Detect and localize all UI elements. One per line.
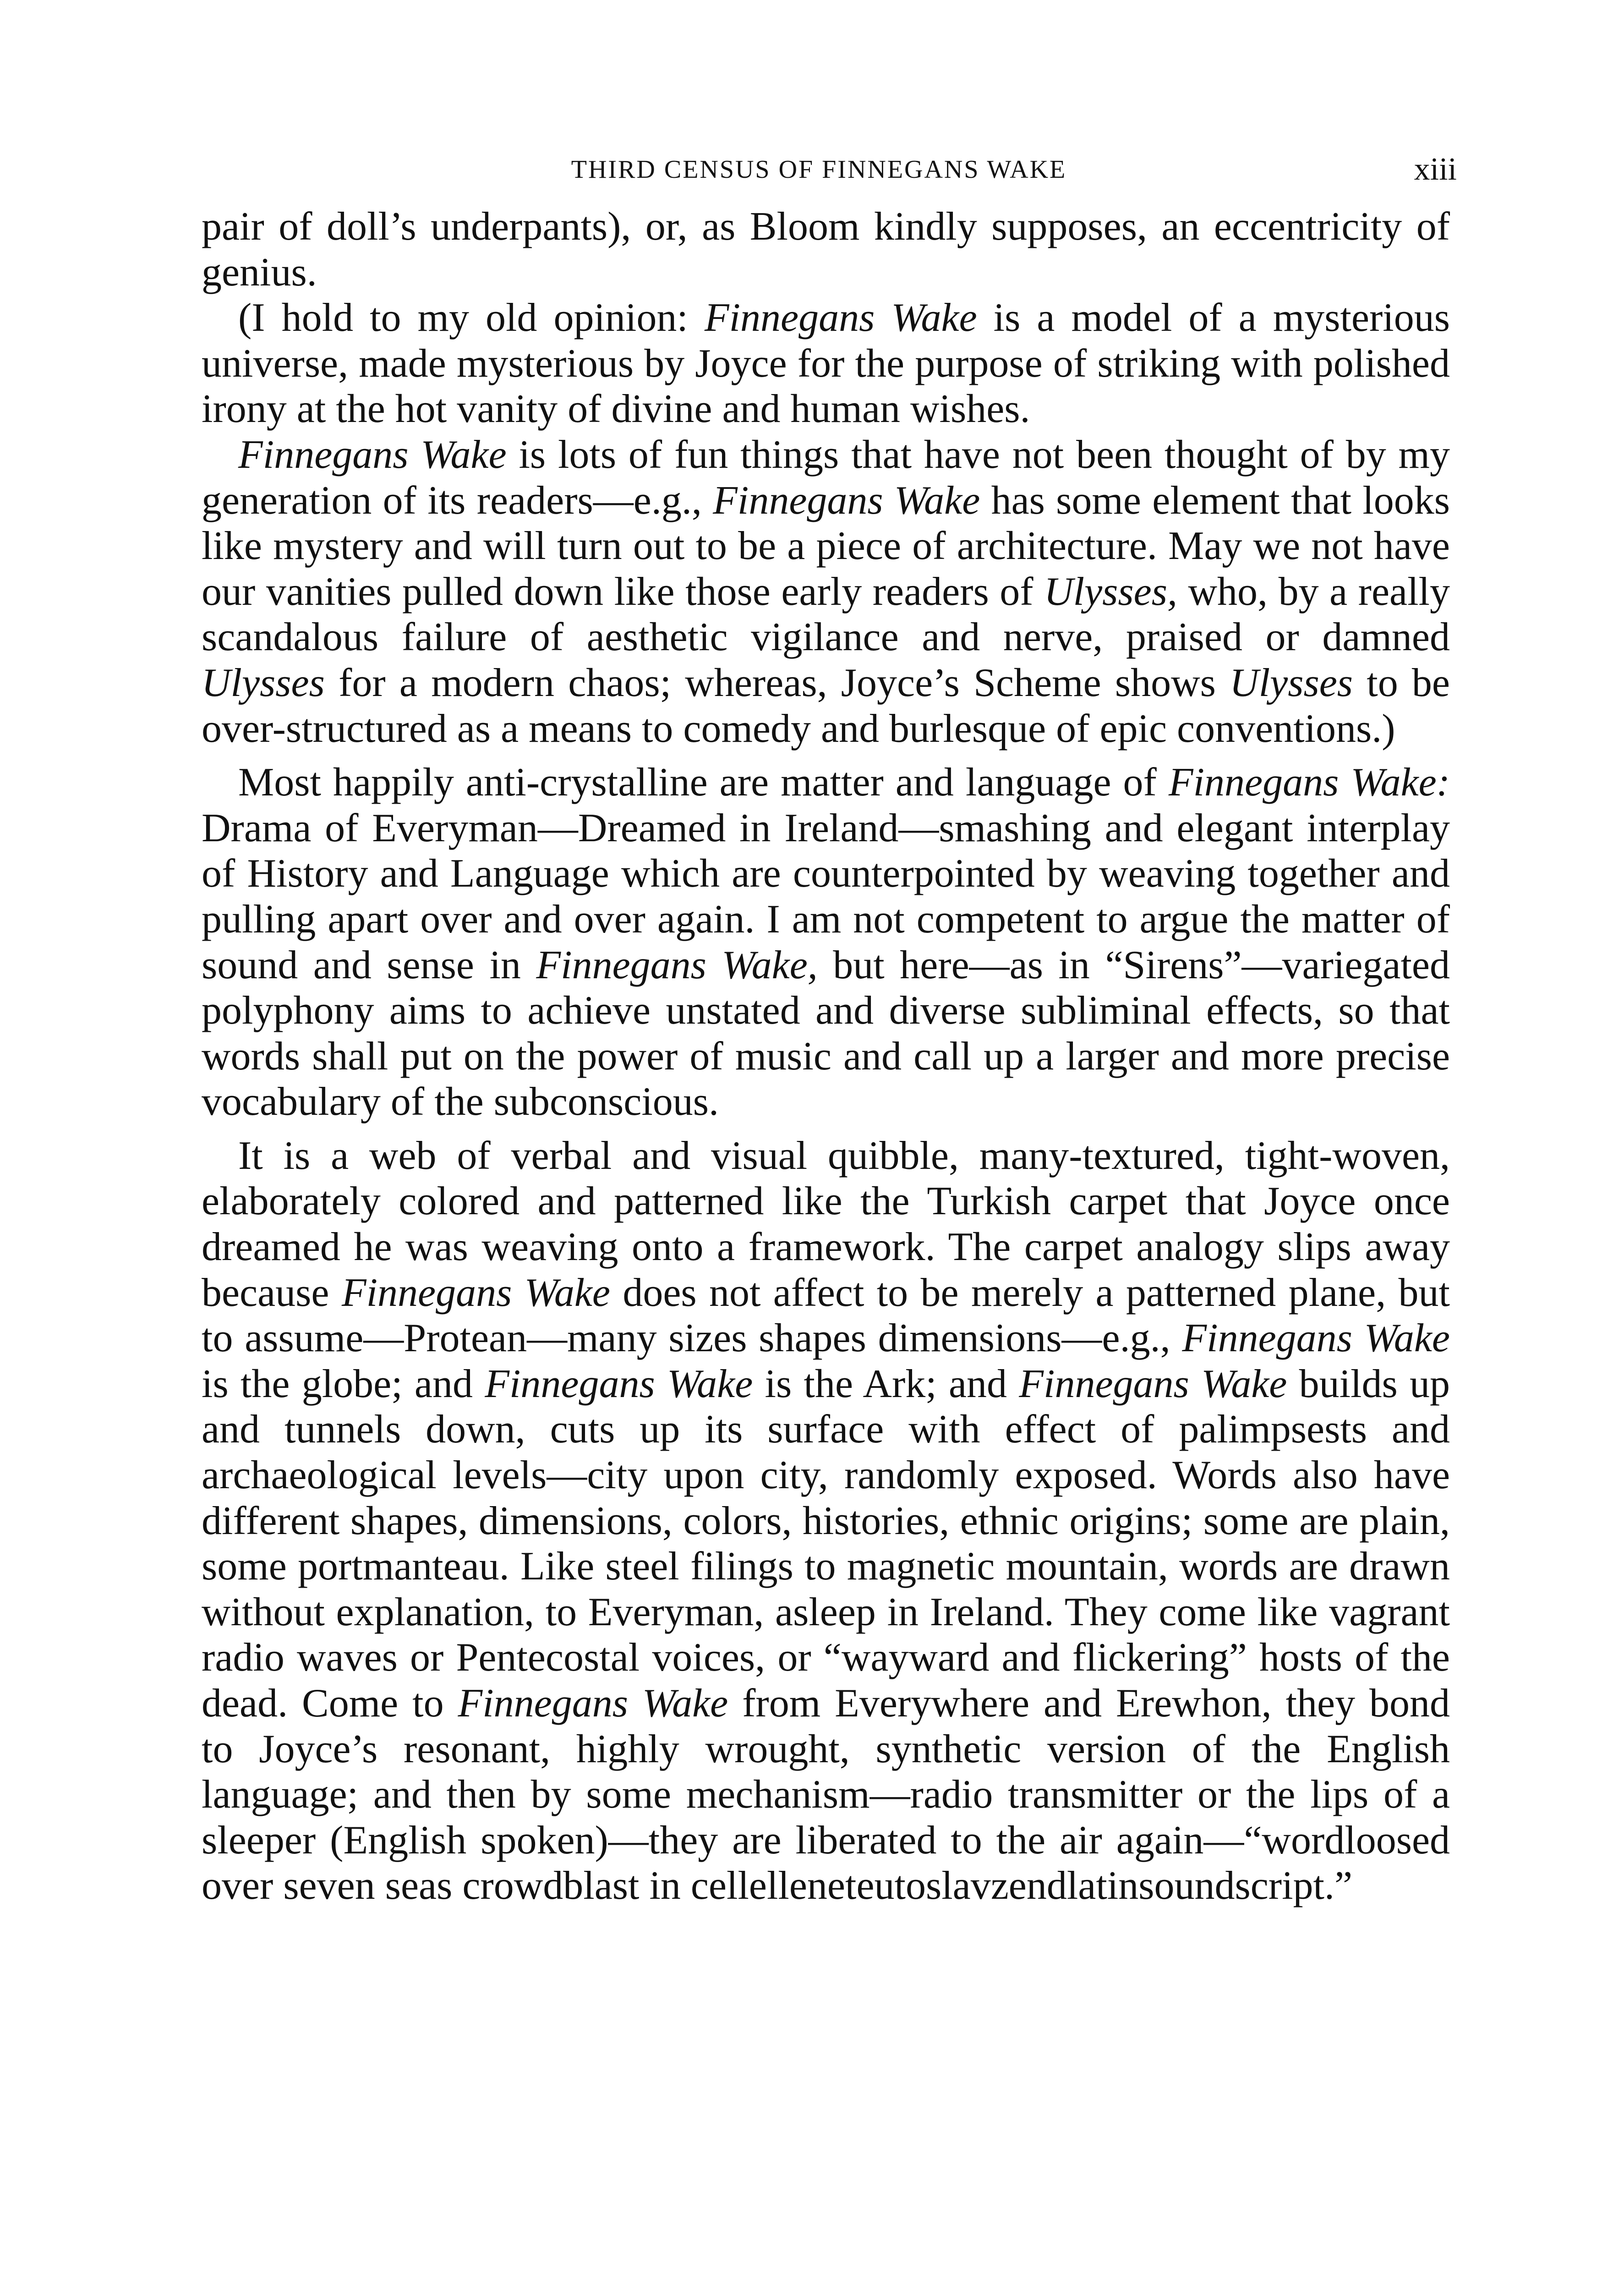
italic-title-text: Finnegans Wake xyxy=(1182,1316,1450,1361)
italic-title-text: Finnegans Wake xyxy=(238,432,507,477)
body-text-run: for a modern chaos; whereas, Joyce’s Scheme shows xyxy=(324,660,1230,705)
italic-title-text: Finnegans Wake xyxy=(341,1270,610,1315)
italic-title-text: Finnegans Wake xyxy=(1019,1361,1287,1406)
italic-title-text: Finnegans Wake xyxy=(458,1681,728,1726)
body-text-run: is a model of a mysterious universe, made mysterious by Joyce for the purpose of striking with polished irony at the hot vanity of divine and human wishes. xyxy=(202,296,1450,432)
italic-title-text: Finnegans Wake xyxy=(485,1361,753,1406)
body-text-run: is lots of fun things that have not been thought of by my generation of its readers—e.g., xyxy=(202,432,1450,523)
italic-title-text: Ulysses, xyxy=(1044,569,1177,614)
italic-title-text: Ulysses xyxy=(1230,660,1353,705)
body-text-run: is the Ark; and xyxy=(753,1361,1019,1406)
body-text-run: pair of doll’s underpants), or, as Bloom kindly supposes, an eccentricity of genius. xyxy=(202,204,1450,295)
running-head xyxy=(208,151,1457,188)
paragraph-4 xyxy=(202,760,1450,1125)
page-number: xiii xyxy=(1414,152,1457,187)
italic-title-text: Finnegans Wake xyxy=(713,478,980,523)
body-text-run: has some element that looks like mystery and will turn out to be a piece of architecture. May we not have our vanities pulled down like those early readers of xyxy=(202,478,1450,614)
paragraph-3 xyxy=(202,432,1450,751)
body-text-run: builds up and tunnels down, cuts up its surface with effect of palimpsests and archaeological levels—city upon city, randomly exposed. Words also have different shapes, dimensions, colors, histories, ethnic origins; some are plain, some portmanteau. Like steel filings to magnetic mountain, words are drawn without explanation, to Everyman, asleep in Ireland. They come like vagrant radio waves or Pentecostal voices, or “wayward and flickering” hosts of the dead. Come to xyxy=(202,1361,1450,1726)
body-text-run: from Everywhere and Erewhon, they bond to Joyce’s resonant, highly wrought, synthetic version of the English language; and then by some mechanism—radio transmitter or the lips of a sleeper (English spoken)—they are liberated to the air again—“wordloosed over seven seas crowdblast in cellelleneteutoslavzendlatinsoundscript.” xyxy=(202,1681,1450,1908)
paragraph-5 xyxy=(202,1133,1450,1909)
italic-title-text: Finnegans Wake: xyxy=(1168,760,1450,805)
italic-title-text: Ulysses xyxy=(202,660,325,705)
body-text xyxy=(202,204,1450,1909)
running-head-title: THIRD CENSUS OF FINNEGANS WAKE xyxy=(571,155,1067,184)
italic-title-text: Finnegans Wake, xyxy=(536,943,818,987)
paragraph-1 xyxy=(202,204,1450,295)
body-text-run: does not affect to be merely a patterned plane, but to assume—Protean—many sizes shapes dimensions—e.g., xyxy=(202,1270,1450,1361)
body-text-run: to be over-structured as a means to comedy and burlesque of epic conventions.) xyxy=(202,660,1450,751)
paragraph-2 xyxy=(202,295,1450,432)
body-text-run: Drama of Everyman—Dreamed in Ireland—smashing and elegant interplay of History and Language which are counterpointed by weaving together and pulling apart over and over again. I am not competent to argue the matter of sound and sense in xyxy=(202,806,1450,987)
body-text-run: is the globe; and xyxy=(202,1361,485,1406)
body-text-run: It is a web of verbal and visual quibble, many-textured, tight-woven, elaborately colored and patterned like the Turkish carpet that Joyce once dreamed he was weaving onto a framework. The carpet analogy slips away because xyxy=(202,1133,1450,1315)
body-text-run: Most happily anti-crystalline are matter and language of xyxy=(238,760,1169,805)
body-text-run: but here—as in “Sirens”—variegated polyphony aims to achieve unstated and diverse subliminal effects, so that words shall put on the power of music and call up a larger and more precise vocabulary of the subconscious. xyxy=(202,943,1450,1124)
italic-title-text: Finnegans Wake xyxy=(704,296,977,340)
body-text-run: (I hold to my old opinion: xyxy=(238,296,705,340)
body-text-run: who, by a really scandalous failure of aesthetic vigilance and nerve, praised or damned xyxy=(202,569,1450,660)
